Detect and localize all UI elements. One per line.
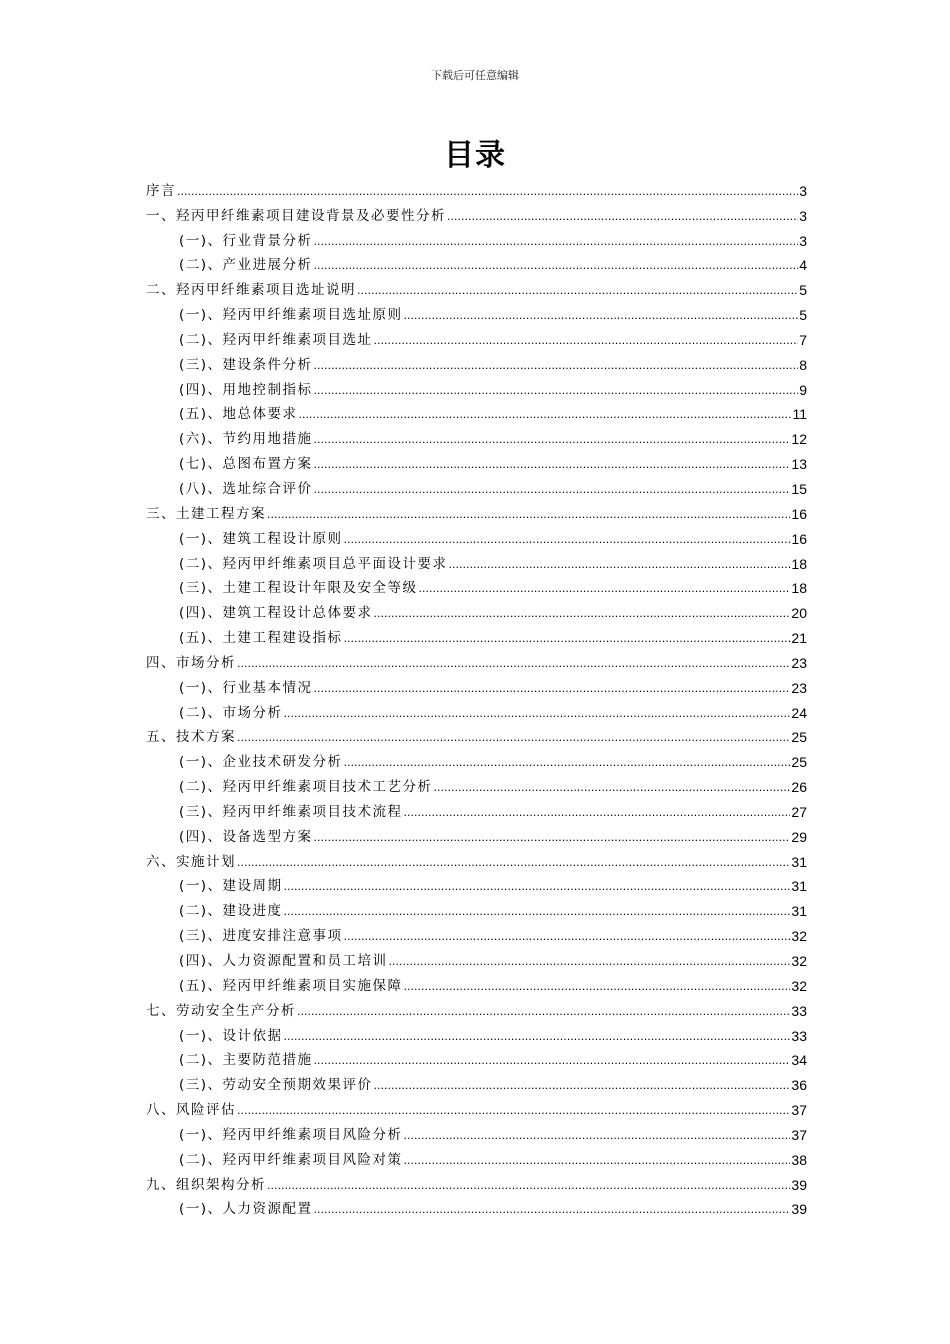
toc-entry-page-number: 39 [791,1201,807,1218]
toc-dot-leader [344,756,791,770]
toc-entry-page-number: 24 [791,704,807,721]
toc-entry[interactable] [146,1046,807,1071]
toc-entry-title: (一)、羟丙甲纤维素项目选址原则 [179,307,403,324]
toc-entry[interactable] [146,648,807,673]
toc-dot-leader [374,607,791,621]
toc-entry[interactable] [146,275,807,300]
toc-entry-page-number: 3 [799,232,807,249]
toc-entry-title: 一、羟丙甲纤维素项目建设背景及必要性分析 [146,207,446,224]
toc-dot-leader [404,806,791,820]
toc-entry-page-number: 39 [791,1176,807,1193]
toc-entry-title: 三、土建工程方案 [146,505,266,522]
toc-dot-leader [284,905,791,919]
page-header: 下载后可任意编辑 [431,69,519,82]
toc-dot-leader [237,1104,790,1118]
toc-dot-leader [404,1154,791,1168]
toc-dot-leader [344,632,791,646]
toc-entry-title: (三)、土建工程设计年限及安全等级 [179,580,418,597]
toc-entry[interactable] [146,574,807,599]
toc-entry-page-number: 23 [791,654,807,671]
toc-dot-leader [449,558,791,572]
toc-dot-leader [357,284,798,298]
toc-entry[interactable] [146,524,807,549]
toc-entry[interactable] [146,797,807,822]
toc-entry-page-number: 8 [799,356,807,373]
toc-entry[interactable] [146,822,807,847]
toc-entry[interactable] [146,747,807,772]
toc-entry-page-number: 15 [791,480,807,497]
toc-entry[interactable] [146,375,807,400]
toc-dot-leader [374,1079,791,1093]
toc-entry-page-number: 36 [791,1077,807,1094]
toc-entry-title: (一)、人力资源配置 [179,1201,313,1218]
toc-entry[interactable] [146,1195,807,1220]
toc-entry-page-number: 32 [791,953,807,969]
toc-entry[interactable] [146,424,807,449]
toc-entry-title: (三)、劳动安全预期效果评价 [179,1077,373,1094]
toc-dot-leader [404,980,791,994]
toc-entry[interactable] [146,598,807,623]
toc-entry-title: (一)、设计依据 [179,1027,283,1044]
toc-entry-title: (二)、主要防范措施 [179,1052,313,1069]
toc-entry[interactable] [146,1170,807,1195]
toc-entry-page-number: 16 [791,530,807,547]
toc-entry-page-number: 25 [791,729,807,746]
toc-entry-title: (二)、产业进展分析 [179,257,313,274]
toc-dot-leader [447,210,798,224]
toc-entry-title: (一)、建筑工程设计原则 [179,530,343,547]
toc-entry[interactable] [146,1120,807,1145]
toc-entry-page-number: 12 [791,431,807,448]
toc-entry[interactable] [146,996,807,1021]
toc-entry-page-number: 32 [791,977,807,994]
toc-entry[interactable] [146,400,807,425]
toc-entry-page-number: 23 [791,679,807,696]
toc-entry[interactable] [146,673,807,698]
toc-entry-page-number: 34 [791,1052,807,1069]
toc-entry-page-number: 31 [791,903,807,920]
toc-entry-page-number: 9 [799,381,807,398]
toc-entry-page-number: 38 [791,1151,807,1168]
toc-entry-page-number: 7 [799,331,807,348]
toc-entry-title: (一)、行业背景分析 [179,232,313,249]
toc-entry-page-number: 3 [799,182,807,199]
toc-entry-page-number: 33 [791,1002,807,1019]
toc-entry-page-number: 11 [792,406,807,423]
toc-entry-page-number: 4 [799,257,807,274]
toc-entry-title: (四)、建筑工程设计总体要求 [179,605,373,622]
toc-entry-page-number: 29 [791,828,807,845]
toc-dot-leader [237,731,790,745]
toc-entry-title: (一)、羟丙甲纤维素项目风险分析 [179,1126,403,1143]
toc-entry-title: (三)、进度安排注意事项 [179,928,343,945]
toc-entry[interactable] [146,350,807,375]
toc-entry[interactable] [146,325,807,350]
toc-entry[interactable] [146,499,807,524]
toc-dot-leader [314,458,791,472]
toc-entry-page-number: 18 [791,555,807,572]
toc-entry-title: 二、羟丙甲纤维素项目选址说明 [146,282,356,299]
toc-entry-title: (二)、羟丙甲纤维素项目总平面设计要求 [179,555,448,572]
toc-entry[interactable] [146,971,807,996]
toc-entry[interactable] [146,1070,807,1095]
toc-entry-title: 序言 [146,182,176,199]
toc-dot-leader [374,334,799,348]
toc-entry-title: (二)、建设进度 [179,903,283,920]
toc-entry-title: (四)、用地控制指标 [179,381,313,398]
toc-entry-title: (三)、建设条件分析 [179,356,313,373]
toc-entry-page-number: 16 [791,505,807,522]
toc-entry-page-number: 5 [799,282,807,299]
toc-entry-title: (五)、土建工程建设指标 [179,630,343,647]
toc-dot-leader [284,1030,791,1044]
toc-entry-title: (五)、地总体要求 [179,406,298,423]
toc-dot-leader [344,533,791,547]
toc-entry-page-number: 21 [791,630,807,647]
toc-entry-page-number: 37 [791,1102,807,1119]
toc-entry[interactable] [146,946,807,971]
toc-entry-title: (六)、节约用地措施 [179,431,313,448]
toc-entry-title: (二)、市场分析 [179,704,283,721]
toc-dot-leader [314,433,791,447]
toc-entry-title: (一)、企业技术研发分析 [179,754,343,771]
toc-entry-page-number: 31 [791,878,807,895]
toc-entry-title: 九、组织架构分析 [146,1176,266,1193]
toc-entry-title: (二)、羟丙甲纤维素项目风险对策 [179,1151,403,1168]
toc-entry-page-number: 33 [791,1027,807,1044]
toc-entry-title: (二)、羟丙甲纤维素项目选址 [179,331,373,348]
page-title: 目录 [444,138,506,173]
toc-entry[interactable] [146,872,807,897]
toc-dot-leader [314,831,791,845]
toc-dot-leader [314,235,799,249]
toc-dot-leader [389,955,791,969]
toc-entry-page-number: 27 [791,803,807,820]
toc-entry[interactable] [146,1021,807,1046]
toc-dot-leader [284,880,791,894]
toc-dot-leader [404,309,799,323]
toc-entry-page-number: 26 [791,779,807,796]
toc-entry-title: (二)、羟丙甲纤维素项目技术工艺分析 [179,779,433,796]
toc-entry-title: 八、风险评估 [146,1102,236,1119]
toc-dot-leader [434,781,791,795]
toc-dot-leader [267,508,790,522]
toc-entry-title: 六、实施计划 [146,853,236,870]
toc-entry-page-number: 5 [799,307,807,324]
toc-entry[interactable] [146,226,807,251]
toc-entry-title: (四)、设备选型方案 [179,828,313,845]
toc-dot-leader [297,1005,790,1019]
toc-entry-page-number: 25 [791,754,807,771]
toc-dot-leader [314,682,791,696]
toc-entry-title: (一)、建设周期 [179,878,283,895]
toc-entry[interactable] [146,847,807,872]
toc-dot-leader [267,1179,790,1193]
toc-dot-leader [299,408,792,422]
toc-entry-title: 五、技术方案 [146,729,236,746]
toc-dot-leader [314,1203,791,1217]
toc-entry-page-number: 13 [791,456,807,473]
table-of-contents [146,176,807,1219]
toc-entry[interactable] [146,201,807,226]
toc-entry-page-number: 3 [799,207,807,224]
toc-entry-title: 七、劳动安全生产分析 [146,1002,296,1019]
toc-entry[interactable] [146,251,807,276]
toc-entry[interactable] [146,896,807,921]
toc-dot-leader [314,359,799,373]
toc-dot-leader [284,707,791,721]
toc-entry-title: (五)、羟丙甲纤维素项目实施保障 [179,977,403,994]
toc-entry-title: 四、市场分析 [146,654,236,671]
toc-dot-leader [419,582,791,596]
toc-entry[interactable] [146,723,807,748]
toc-entry[interactable] [146,623,807,648]
toc-entry[interactable] [146,300,807,325]
toc-entry-page-number: 31 [791,853,807,870]
toc-entry[interactable] [146,474,807,499]
toc-entry-page-number: 18 [791,580,807,597]
toc-entry-page-number: 20 [791,605,807,622]
toc-entry-title: (七)、总图布置方案 [179,456,313,473]
toc-entry[interactable] [146,1145,807,1170]
toc-entry-title: (八)、选址综合评价 [179,480,313,497]
toc-entry[interactable] [146,921,807,946]
toc-entry[interactable] [146,449,807,474]
toc-entry[interactable] [146,698,807,723]
toc-dot-leader [314,259,799,273]
toc-dot-leader [404,1129,791,1143]
toc-entry-page-number: 37 [791,1126,807,1143]
toc-entry[interactable] [146,549,807,574]
toc-entry[interactable] [146,176,807,201]
toc-dot-leader [237,856,790,870]
toc-entry[interactable] [146,1095,807,1120]
toc-dot-leader [177,185,798,199]
toc-entry-title: (一)、行业基本情况 [179,679,313,696]
toc-entry-title: (三)、羟丙甲纤维素项目技术流程 [179,803,403,820]
toc-dot-leader [344,930,791,944]
toc-dot-leader [314,483,791,497]
toc-entry-title: (四)、人力资源配置和员工培训 [179,953,388,969]
toc-entry[interactable] [146,772,807,797]
toc-dot-leader [237,657,790,671]
toc-dot-leader [314,1054,791,1068]
toc-entry-page-number: 32 [791,928,807,945]
toc-dot-leader [314,384,799,398]
